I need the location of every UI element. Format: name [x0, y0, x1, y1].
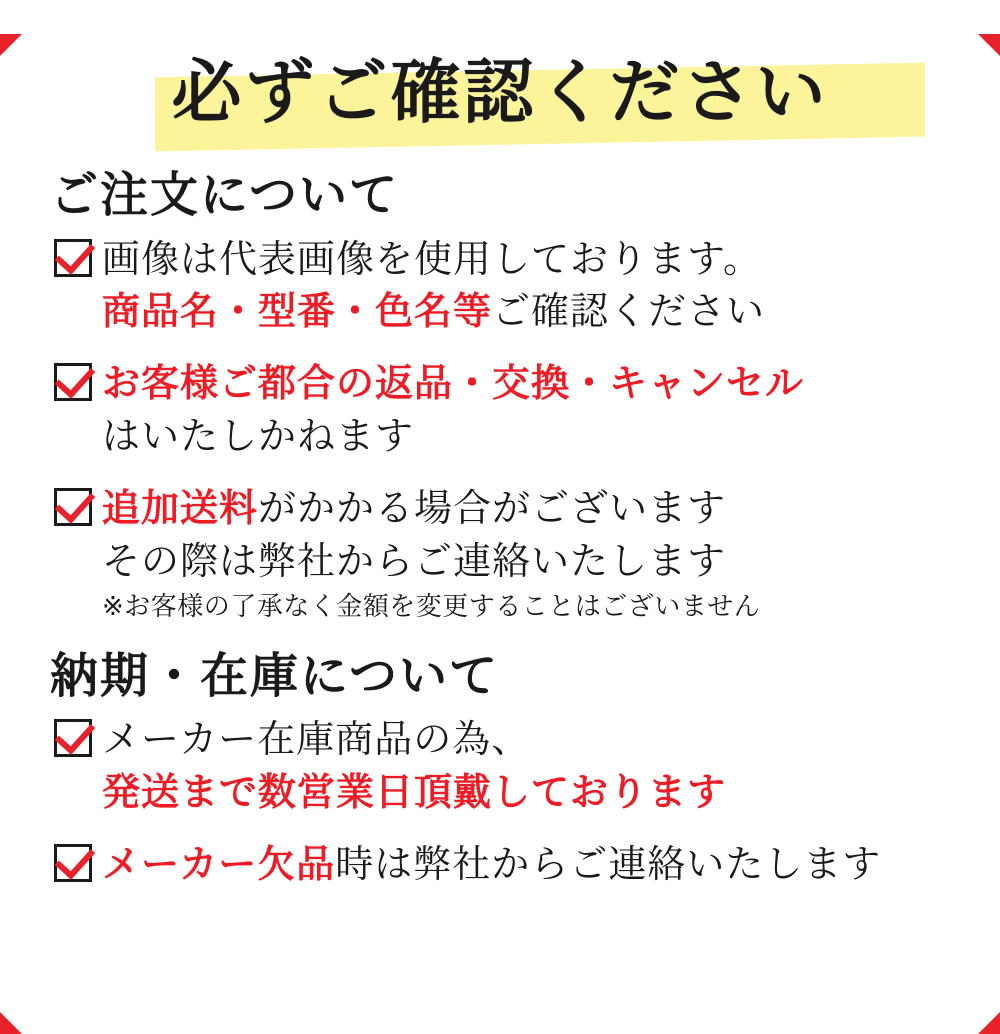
list-item-line: メーカー在庫商品の為、 [102, 717, 531, 762]
page-title-block [40, 34, 960, 149]
corner-accent-top-left [0, 34, 22, 56]
list-item-text [102, 838, 960, 890]
checkmark-icon [54, 844, 92, 882]
list-item-text [102, 482, 960, 625]
list-item-line [102, 482, 960, 534]
list-item-line: 発送まで数営業日頂戴しております [102, 769, 727, 814]
list-item [54, 482, 960, 625]
list-item-note: ※お客様の了承なく金額を変更することはございません [102, 592, 761, 623]
plain-text: ご確認ください [492, 289, 766, 334]
list-item-line [102, 838, 960, 890]
checkmark-icon [54, 488, 92, 526]
emphasis-text: メーカー欠品 [102, 842, 336, 887]
plain-text: がかかる場合がございます [258, 486, 727, 531]
section-heading-order: ご注文について [50, 167, 400, 223]
list-item-text [102, 357, 960, 462]
list-item [54, 357, 960, 462]
checkmark-icon [54, 239, 92, 277]
emphasis-text: 商品名・型番・色名等 [102, 289, 493, 334]
checkmark-icon [54, 363, 92, 401]
list-item [54, 838, 960, 890]
section-heading-delivery: 納期・在庫について [50, 647, 500, 704]
corner-accent-bottom-left [0, 1012, 22, 1034]
list-item-text [102, 233, 960, 338]
plain-text: 時は弊社からご連絡いたします [335, 842, 882, 887]
list-item-line: はいたしかねます [102, 413, 415, 458]
checkmark-icon [54, 719, 92, 757]
list-item-line: その際は弊社からご連絡いたします [102, 538, 727, 583]
page-title: 必ずご確認ください [171, 50, 829, 133]
list-item-line [102, 285, 960, 337]
list-item [54, 233, 960, 338]
list-item-line: お客様ご都合の返品・交換・キャンセル [102, 361, 805, 406]
corner-accent-bottom-right [978, 1012, 1000, 1034]
list-item-line: 画像は代表画像を使用しております。 [102, 236, 762, 281]
corner-accent-top-right [978, 34, 1000, 56]
list-item [54, 713, 960, 818]
notice-page [0, 34, 1000, 1034]
emphasis-text: 追加送料 [102, 486, 259, 531]
list-item-text [102, 713, 960, 818]
